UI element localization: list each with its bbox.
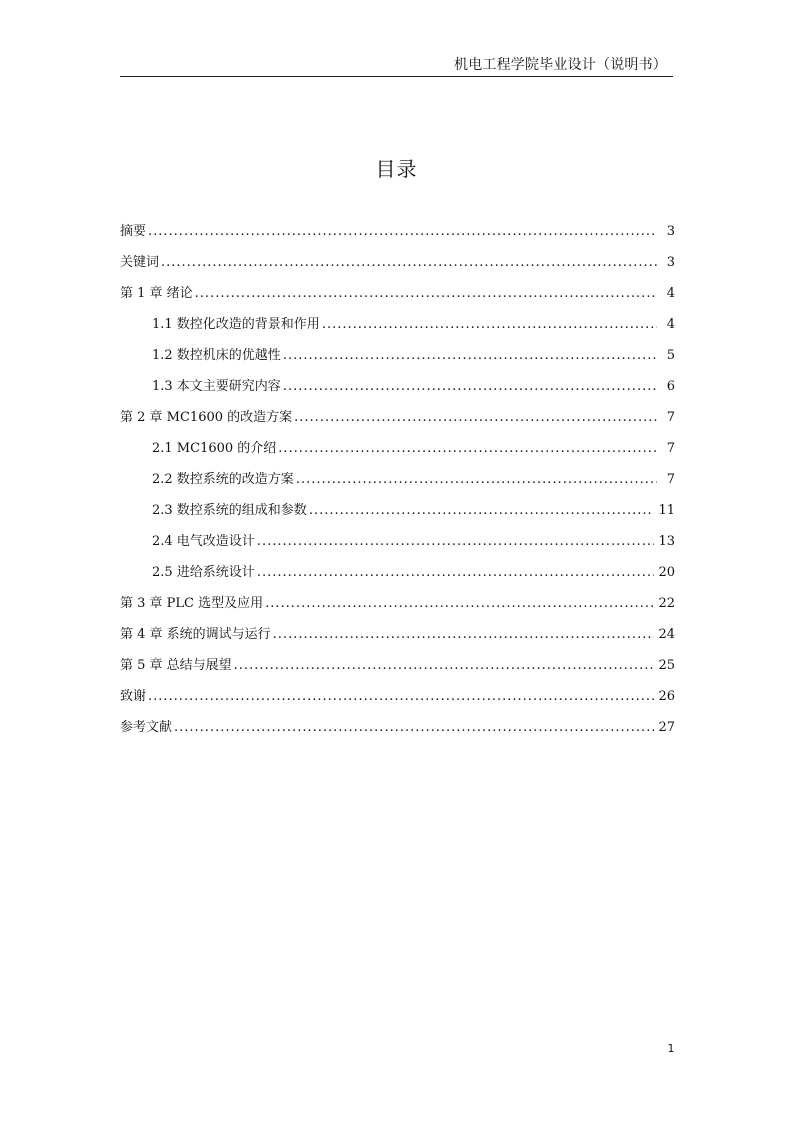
toc-entry-label: 致谢 bbox=[120, 689, 147, 704]
page-header bbox=[120, 0, 673, 77]
toc-entry-section-1-1[interactable] bbox=[120, 309, 675, 340]
toc-entry-page: 24 bbox=[658, 627, 675, 642]
toc-entry-page: 6 bbox=[666, 379, 675, 394]
dot-leader bbox=[296, 464, 657, 495]
dot-leader bbox=[148, 681, 654, 712]
toc-entry-page: 20 bbox=[658, 565, 675, 580]
dot-leader bbox=[174, 712, 654, 743]
toc-entry-chapter-3[interactable] bbox=[120, 588, 675, 619]
toc-entry-page: 27 bbox=[658, 720, 675, 735]
toc-entry-keywords[interactable] bbox=[120, 247, 675, 278]
toc-entry-label: 摘要 bbox=[120, 224, 147, 239]
toc-entry-acknowledgements[interactable] bbox=[120, 681, 675, 712]
toc-entry-page: 4 bbox=[666, 286, 675, 301]
toc-entry-page: 7 bbox=[666, 410, 675, 425]
dot-leader bbox=[322, 309, 657, 340]
toc-entry-page: 22 bbox=[658, 596, 675, 611]
toc-entry-label: 2.2 数控系统的改造方案 bbox=[152, 472, 294, 487]
toc-entry-page: 3 bbox=[666, 224, 675, 239]
toc-entry-label: 参考文献 bbox=[120, 720, 173, 735]
toc-entry-chapter-1[interactable] bbox=[120, 278, 675, 309]
dot-leader bbox=[309, 495, 655, 526]
toc-entry-page: 7 bbox=[666, 441, 675, 456]
dot-leader bbox=[278, 433, 657, 464]
toc-entry-section-2-4[interactable] bbox=[120, 526, 675, 557]
dot-leader bbox=[294, 402, 657, 433]
dot-leader bbox=[195, 278, 657, 309]
dot-leader bbox=[148, 216, 657, 247]
toc-entry-abstract[interactable] bbox=[120, 216, 675, 247]
toc-entry-page: 26 bbox=[658, 689, 675, 704]
toc-entry-label: 关键词 bbox=[120, 255, 160, 270]
toc-entry-label: 第 3 章 PLC 选型及应用 bbox=[120, 596, 264, 611]
toc-entry-page: 25 bbox=[658, 658, 675, 673]
toc-entry-section-2-1[interactable] bbox=[120, 433, 675, 464]
toc-entry-label: 第 5 章 总结与展望 bbox=[120, 658, 232, 673]
toc-entry-label: 1.3 本文主要研究内容 bbox=[152, 379, 281, 394]
toc-entry-label: 第 1 章 绪论 bbox=[120, 286, 193, 301]
toc-entry-section-2-5[interactable] bbox=[120, 557, 675, 588]
toc-entry-page: 11 bbox=[658, 503, 675, 518]
toc-entry-label: 2.1 MC1600 的介绍 bbox=[152, 441, 277, 456]
toc-entry-section-1-3[interactable] bbox=[120, 371, 675, 402]
toc-entry-section-2-3[interactable] bbox=[120, 495, 675, 526]
toc-entry-section-1-2[interactable] bbox=[120, 340, 675, 371]
toc-entry-section-2-2[interactable] bbox=[120, 464, 675, 495]
dot-leader bbox=[234, 650, 655, 681]
toc-entry-label: 2.4 电气改造设计 bbox=[152, 534, 255, 549]
toc-entry-label: 1.2 数控机床的优越性 bbox=[152, 348, 281, 363]
dot-leader bbox=[273, 619, 655, 650]
toc-entry-page: 4 bbox=[666, 317, 675, 332]
toc-entry-label: 1.1 数控化改造的背景和作用 bbox=[152, 317, 320, 332]
toc-entry-label: 第 4 章 系统的调试与运行 bbox=[120, 627, 271, 642]
dot-leader bbox=[161, 247, 657, 278]
toc-entry-label: 2.5 进给系统设计 bbox=[152, 565, 255, 580]
toc-entry-references[interactable] bbox=[120, 712, 675, 743]
toc-entry-chapter-4[interactable] bbox=[120, 619, 675, 650]
dot-leader bbox=[283, 371, 657, 402]
dot-leader bbox=[257, 526, 655, 557]
toc-entry-page: 7 bbox=[666, 472, 675, 487]
toc-entry-chapter-5[interactable] bbox=[120, 650, 675, 681]
toc-entry-page: 13 bbox=[658, 534, 675, 549]
toc-entry-page: 5 bbox=[666, 348, 675, 363]
table-of-contents bbox=[120, 216, 675, 743]
dot-leader bbox=[265, 588, 654, 619]
toc-entry-chapter-2[interactable] bbox=[120, 402, 675, 433]
toc-entry-label: 2.3 数控系统的组成和参数 bbox=[152, 503, 307, 518]
toc-entry-page: 3 bbox=[666, 255, 675, 270]
dot-leader bbox=[257, 557, 655, 588]
page-number: 1 bbox=[667, 1042, 675, 1055]
dot-leader bbox=[283, 340, 657, 371]
toc-title: 目录 bbox=[375, 157, 418, 181]
header-title: 机电工程学院毕业设计（说明书） bbox=[454, 57, 667, 73]
toc-entry-label: 第 2 章 MC1600 的改造方案 bbox=[120, 410, 293, 425]
